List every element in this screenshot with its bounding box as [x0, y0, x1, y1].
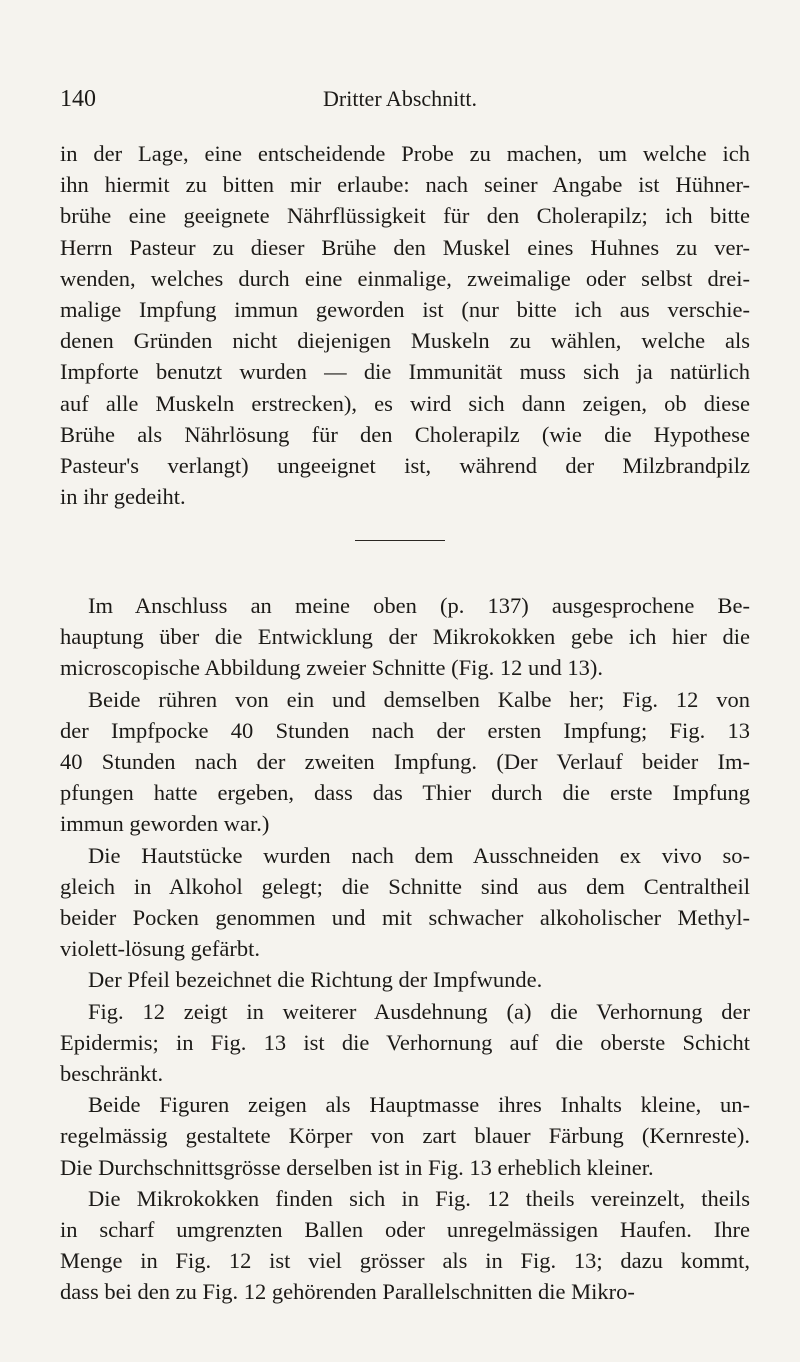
text-line: Die Durchschnittsgrösse derselben ist in Fig. 13 erheblich kleiner.: [60, 1154, 654, 1180]
text-line: Menge in Fig. 12 ist viel grösser als in Fig. 13; dazu kommt,: [60, 1248, 750, 1274]
paragraph-fig12-keratinization: [60, 996, 750, 1090]
text-line: beschränkt.: [60, 1061, 164, 1086]
text-line: Die Mikrokokken finden sich in Fig. 12 theils vereinzelt, theils: [88, 1185, 750, 1211]
paragraph-micrococci-intro: [60, 590, 750, 684]
text-line: Im Anschluss an meine oben (p. 137) ausgesprochene Be-: [88, 593, 750, 618]
running-head: Dritter Abschnitt.: [323, 86, 477, 111]
text-line: Die Hautstücke wurden nach dem Ausschneiden ex vivo so-: [88, 842, 750, 868]
text-line: in ihr gedeiht.: [60, 484, 186, 510]
paragraph-pasteur-proposal: [60, 138, 750, 512]
text-line: Impforte benutzt wurden — die Immunität muss sich ja natürlich: [60, 359, 750, 385]
text-line: in der Lage, eine entscheidende Probe zu machen, um welche ich: [60, 141, 750, 166]
text-line: beider Pocken genommen und mit schwacher alkoholischer Methyl-: [60, 905, 750, 930]
text-line: Epidermis; in Fig. 13 ist die Verhornung auf die oberste Schicht: [60, 1029, 750, 1055]
text-line: denen Gründen nicht diejenigen Muskeln zu wählen, welche als: [60, 328, 750, 354]
paragraph-figures-content: [60, 1089, 750, 1183]
page-header: [60, 84, 700, 118]
text-line: Der Pfeil bezeichnet die Richtung der Impfwunde.: [88, 967, 543, 993]
paragraph-arrow-note: [60, 964, 750, 995]
section-divider: [355, 540, 445, 541]
text-line: hauptung über die Entwicklung der Mikrokokken gebe ich hier die: [60, 624, 750, 650]
text-line: 40 Stunden nach der zweiten Impfung. (Der Verlauf beider Im-: [60, 749, 750, 774]
text-line: der Impfpocke 40 Stunden nach der ersten Impfung; Fig. 13: [60, 717, 750, 743]
text-line: brühe eine geeignete Nährflüssigkeit für den Cholerapilz; ich bitte: [60, 203, 750, 229]
text-line: Pasteur's verlangt) ungeeignet ist, während der Milzbrandpilz: [60, 453, 750, 479]
paragraph-calf-origin: [60, 684, 750, 840]
text-line: in scharf umgrenzten Ballen oder unregelmässigen Haufen. Ihre: [60, 1217, 750, 1242]
text-line: pfungen hatte ergeben, dass das Thier durch die erste Impfung: [60, 780, 750, 806]
text-line: violett-lösung gefärbt.: [60, 936, 260, 962]
text-line: auf alle Muskeln erstrecken), es wird sich dann zeigen, ob diese: [60, 390, 750, 416]
text-line: immun geworden war.): [60, 811, 270, 837]
text-line: gleich in Alkohol gelegt; die Schnitte sind aus dem Centraltheil: [60, 873, 750, 899]
text-line: microscopische Abbildung zweier Schnitte (Fig. 12 und 13).: [60, 655, 604, 681]
text-line: dass bei den zu Fig. 12 gehörenden Parallelschnitten die Mikro-: [60, 1279, 635, 1305]
text-line: Beide Figuren zeigen als Hauptmasse ihres Inhalts kleine, un-: [88, 1092, 750, 1118]
text-line: Fig. 12 zeigt in weiterer Ausdehnung (a) die Verhornung der: [88, 998, 750, 1024]
text-line: regelmässig gestaltete Körper von zart blauer Färbung (Kernreste).: [60, 1123, 750, 1149]
text-line: ihn hiermit zu bitten mir erlaube: nach seiner Angabe ist Hühner-: [60, 172, 750, 198]
paragraph-micrococci-distribution: [60, 1183, 750, 1308]
page-number: 140: [60, 86, 96, 112]
paragraph-preparation: [60, 840, 750, 965]
text-line: Herrn Pasteur zu dieser Brühe den Muskel eines Huhnes zu ver-: [60, 234, 750, 260]
text-line: Brühe als Nährlösung für den Cholerapilz (wie die Hypothese: [60, 421, 750, 447]
text-line: malige Impfung immun geworden ist (nur bitte ich aus verschie-: [60, 297, 750, 323]
text-line: Beide rühren von ein und demselben Kalbe her; Fig. 12 von: [88, 686, 750, 712]
text-line: wenden, welches durch eine einmalige, zweimalige oder selbst drei-: [60, 265, 750, 291]
